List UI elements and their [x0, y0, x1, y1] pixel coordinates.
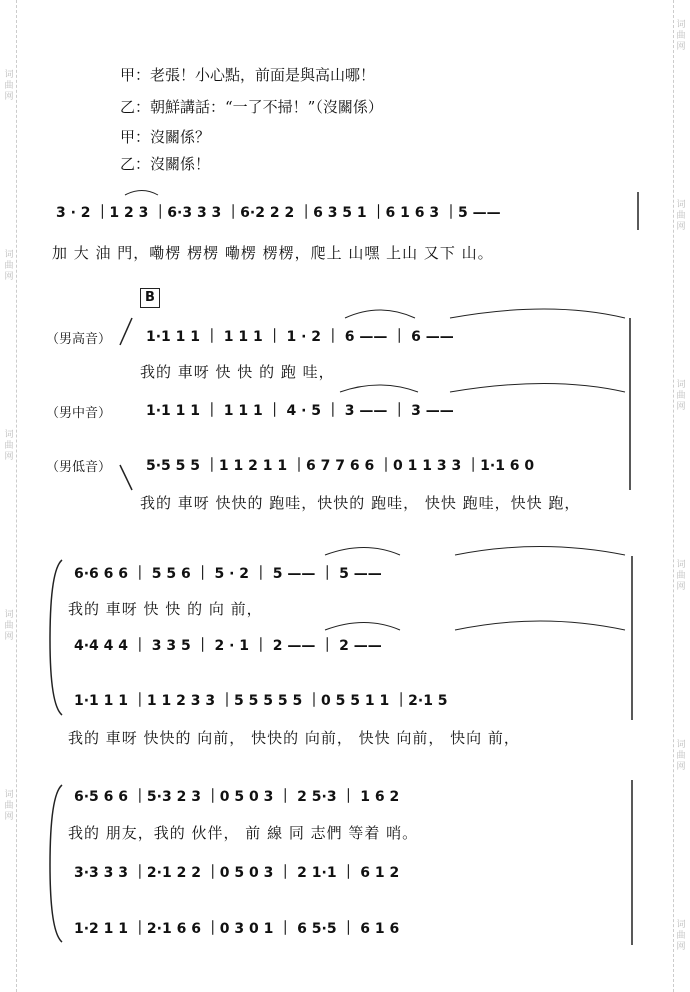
- b-tie-high-2: [450, 309, 625, 318]
- watermark-4: 词曲网: [4, 610, 14, 642]
- b-high-lyric: 我的 車呀 快 快 的 跑 哇，: [140, 363, 335, 381]
- c-low-notes: 1·1 1 1 ｜1 1 2 3 3 ｜5 5 5 5 5 ｜0 5 5 1 1 ｜2·1 5: [74, 693, 448, 709]
- dialogue-line-1: 甲：老張！小心點，前面是與高山哪！: [120, 66, 376, 84]
- intro-notes: 3 · 2 ｜1 2 3 ｜6·3 3 3 ｜6·2 2 2 ｜6 3 5 1 ｜6 1 6 3 ｜5 ——: [56, 205, 501, 221]
- watermark-3: 词曲网: [4, 430, 14, 462]
- intro-lyric: 加 大 油 門，嘞楞 楞楞 嘞楞 楞楞，爬上 山嘿 上山 又下 山。: [52, 244, 494, 262]
- c-mid-notes: 4·4 4 4 ｜ 3 3 5 ｜ 2 · 1 ｜ 2 —— ｜ 2 ——: [74, 638, 382, 654]
- watermark-2: 词曲网: [4, 250, 14, 282]
- watermark-11: 词曲网: [676, 920, 686, 952]
- b-mid-notes: 1·1 1 1 ｜ 1 1 1 ｜ 4 · 5 ｜ 3 —— ｜ 3 ——: [146, 403, 454, 419]
- watermark-10: 词曲网: [676, 740, 686, 772]
- d-lyric: 我的 朋友，我的 伙伴， 前 線 同 志們 等着 哨。: [68, 824, 419, 842]
- watermark-8: 词曲网: [676, 380, 686, 412]
- voice-label-mid: （男中音）: [46, 406, 112, 421]
- dialogue-line-4: 乙：沒關係！: [120, 155, 211, 173]
- watermark-6: 词曲网: [676, 20, 686, 52]
- watermark-7: 词曲网: [676, 200, 686, 232]
- d-system-bracket: [50, 785, 62, 942]
- b-low-notes: 5·5 5 5 ｜1 1 2 1 1 ｜6 7 7 6 6 ｜0 1 1 3 3 ｜1·1 6 0: [146, 458, 535, 474]
- section-marker-b: B: [140, 288, 160, 308]
- b-system-bracket-bottom: [120, 465, 132, 490]
- dialogue-line-3: 甲：沒關係？: [120, 128, 211, 146]
- dialogue-line-2: 乙：朝鮮講話：“一了不掃！”（沒關係）: [120, 98, 383, 116]
- watermark-1: 词曲网: [4, 70, 14, 102]
- voice-label-high: （男高音）: [46, 332, 112, 347]
- voice-label-low: （男低音）: [46, 460, 112, 475]
- watermark-5: 词曲网: [4, 790, 14, 822]
- b-tie-mid-2: [450, 384, 625, 393]
- c-tie-mid: [325, 623, 400, 631]
- b-tie-mid: [340, 385, 418, 392]
- d-high-notes: 6·5 6 6 ｜5·3 2 3 ｜0 5 0 3 ｜ 2 5·3 ｜ 1 6 2: [74, 789, 400, 805]
- b-tie-high: [345, 310, 415, 318]
- c-tie-mid-2: [455, 621, 625, 630]
- d-low-notes: 1·2 1 1 ｜2·1 6 6 ｜0 3 0 1 ｜ 6 5·5 ｜ 6 1 6: [74, 921, 400, 937]
- watermark-9: 词曲网: [676, 560, 686, 592]
- c-tie-high: [325, 548, 400, 556]
- d-mid-notes: 3·3 3 3 ｜2·1 2 2 ｜0 5 0 3 ｜ 2 1·1 ｜ 6 1 2: [74, 865, 400, 881]
- c-system-bracket: [50, 560, 62, 715]
- b-low-lyric: 我的 車呀 快快的 跑哇，快快的 跑哇， 快快 跑哇，快快 跑，: [140, 494, 581, 512]
- c-high-lyric: 我的 車呀 快 快 的 向 前，: [68, 600, 263, 618]
- b-system-bracket-top: [120, 318, 132, 345]
- c-high-notes: 6·6 6 6 ｜ 5 5 6 ｜ 5 · 2 ｜ 5 —— ｜ 5 ——: [74, 566, 382, 582]
- b-high-notes: 1·1 1 1 ｜ 1 1 1 ｜ 1 · 2 ｜ 6 —— ｜ 6 ——: [146, 329, 454, 345]
- intro-slur: [125, 191, 158, 196]
- c-tie-high-2: [455, 547, 625, 556]
- c-low-lyric: 我的 車呀 快快的 向前， 快快的 向前， 快快 向前， 快向 前，: [68, 729, 520, 747]
